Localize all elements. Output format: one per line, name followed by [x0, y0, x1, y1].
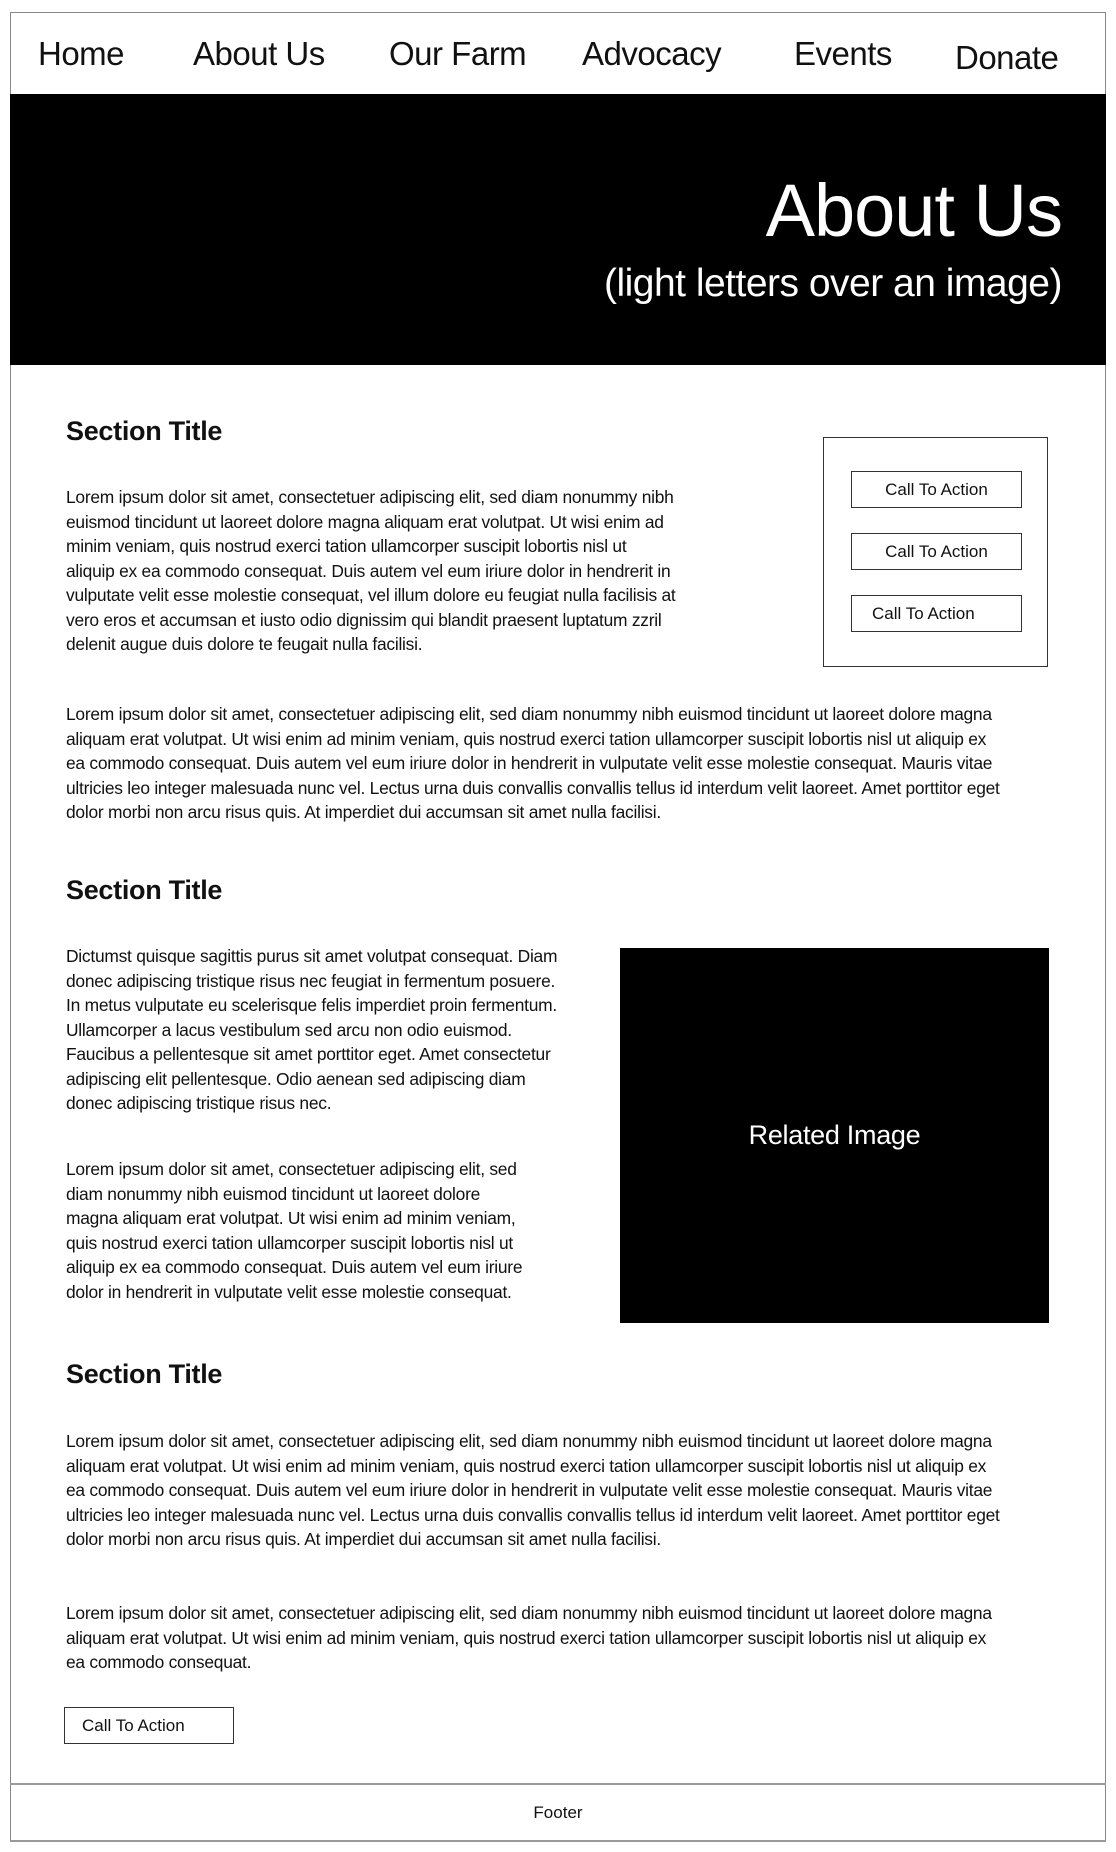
related-image	[620, 948, 1049, 1323]
related-image-label: Related Image	[748, 1120, 921, 1150]
section-3-cta-button[interactable]: Call To Action	[64, 1707, 234, 1744]
cta-button-3[interactable]: Call To Action	[851, 595, 1022, 632]
top-navigation	[11, 13, 1105, 95]
nav-advocacy[interactable]: Advocacy	[582, 35, 722, 72]
cta-button-2[interactable]: Call To Action	[851, 533, 1022, 570]
footer	[10, 1783, 1106, 1842]
nav-events[interactable]: Events	[794, 35, 892, 72]
section-3-title: Section Title	[66, 1359, 223, 1389]
cta-panel	[823, 437, 1048, 667]
hero-subtitle: (light letters over an image)	[603, 262, 1062, 305]
nav-home[interactable]: Home	[38, 35, 125, 72]
nav-our-farm[interactable]: Our Farm	[389, 35, 527, 72]
hero-banner	[10, 94, 1106, 365]
section-2-paragraph-2: Lorem ipsum dolor sit amet, consectetuer adipiscing elit, sed diam nonummy nibh euismod tincidunt ut laoreet dolore magna aliquam erat volutpat. Ut wisi enim ad minim veniam, quis nostrud exerci tation ullamcorper suscipit lobortis nisl ut aliquip ex ea commodo consequat. Duis autem vel eum iriure dolor in hendrerit in vulputate velit esse molestie consequat.	[66, 1159, 523, 1302]
section-1-title: Section Title	[66, 416, 223, 446]
section-3-paragraph-2: Lorem ipsum dolor sit amet, consectetuer adipiscing elit, sed diam nonummy nibh euismod tincidunt ut laoreet dolore magna aliquam erat volutpat. Ut wisi enim ad minim veniam, quis nostrud exerci tation ullamcorper suscipit lobortis nisl ut aliquip ex ea commodo consequat.	[66, 1603, 992, 1672]
hero-title: About Us	[765, 169, 1062, 252]
footer-label: Footer	[533, 1802, 583, 1822]
section-1-paragraph-2: Lorem ipsum dolor sit amet, consectetuer adipiscing elit, sed diam nonummy nibh euismod tincidunt ut laoreet dolore magna aliquam erat volutpat. Ut wisi enim ad minim veniam, quis nostrud exerci tation ullamcorper suscipit lobortis nisl ut aliquip ex ea commodo consequat. Duis autem vel eum iriure dolor in hendrerit in vulputate velit esse molestie consequat. Mauris vitae ultricies leo integer malesuada nunc vel. Lectus urna duis convallis convallis tellus id interdum velit laoreet. Amet porttitor eget dolor morbi non arcu risus quis. At imperdiet dui accumsan sit amet nulla facilisi.	[66, 704, 1000, 822]
section-2-title: Section Title	[66, 875, 223, 905]
nav-about-us[interactable]: About Us	[193, 35, 325, 72]
section-1-paragraph-1: Lorem ipsum dolor sit amet, consectetuer adipiscing elit, sed diam nonummy nibh euismod tincidunt ut laoreet dolore magna aliquam erat volutpat. Ut wisi enim ad minim veniam, quis nostrud exerci tation ullamcorper suscipit lobortis nisl ut aliquip ex ea commodo consequat. Duis autem vel eum iriure dolor in hendrerit in vulputate velit esse molestie consequat, vel illum dolore eu feugiat nulla facilisis at vero eros et accumsan et iusto odio dignissim qui blandit praesent luptatum zzril delenit augue duis dolore te feugait nulla facilisi.	[66, 487, 676, 654]
nav-donate[interactable]: Donate	[955, 39, 1059, 76]
section-3-paragraph-1: Lorem ipsum dolor sit amet, consectetuer adipiscing elit, sed diam nonummy nibh euismod tincidunt ut laoreet dolore magna aliquam erat volutpat. Ut wisi enim ad minim veniam, quis nostrud exerci tation ullamcorper suscipit lobortis nisl ut aliquip ex ea commodo consequat. Duis autem vel eum iriure dolor in hendrerit in vulputate velit esse molestie consequat. Mauris vitae ultricies leo integer malesuada nunc vel. Lectus urna duis convallis convallis tellus id interdum velit laoreet. Amet porttitor eget dolor morbi non arcu risus quis. At imperdiet dui accumsan sit amet nulla facilisi.	[66, 1431, 1000, 1549]
section-2-paragraph-1: Dictumst quisque sagittis purus sit amet volutpat consequat. Diam donec adipiscing tristique risus nec feugiat in fermentum posuere. In metus vulputate eu scelerisque felis imperdiet proin fermentum. Ullamcorper a lacus vestibulum sed arcu non odio euismod. Faucibus a pellentesque sit amet porttitor eget. Amet consectetur adipiscing elit pellentesque. Odio aenean sed adipiscing diam donec adipiscing tristique risus nec.	[66, 946, 558, 1113]
cta-button-1[interactable]: Call To Action	[851, 471, 1022, 508]
